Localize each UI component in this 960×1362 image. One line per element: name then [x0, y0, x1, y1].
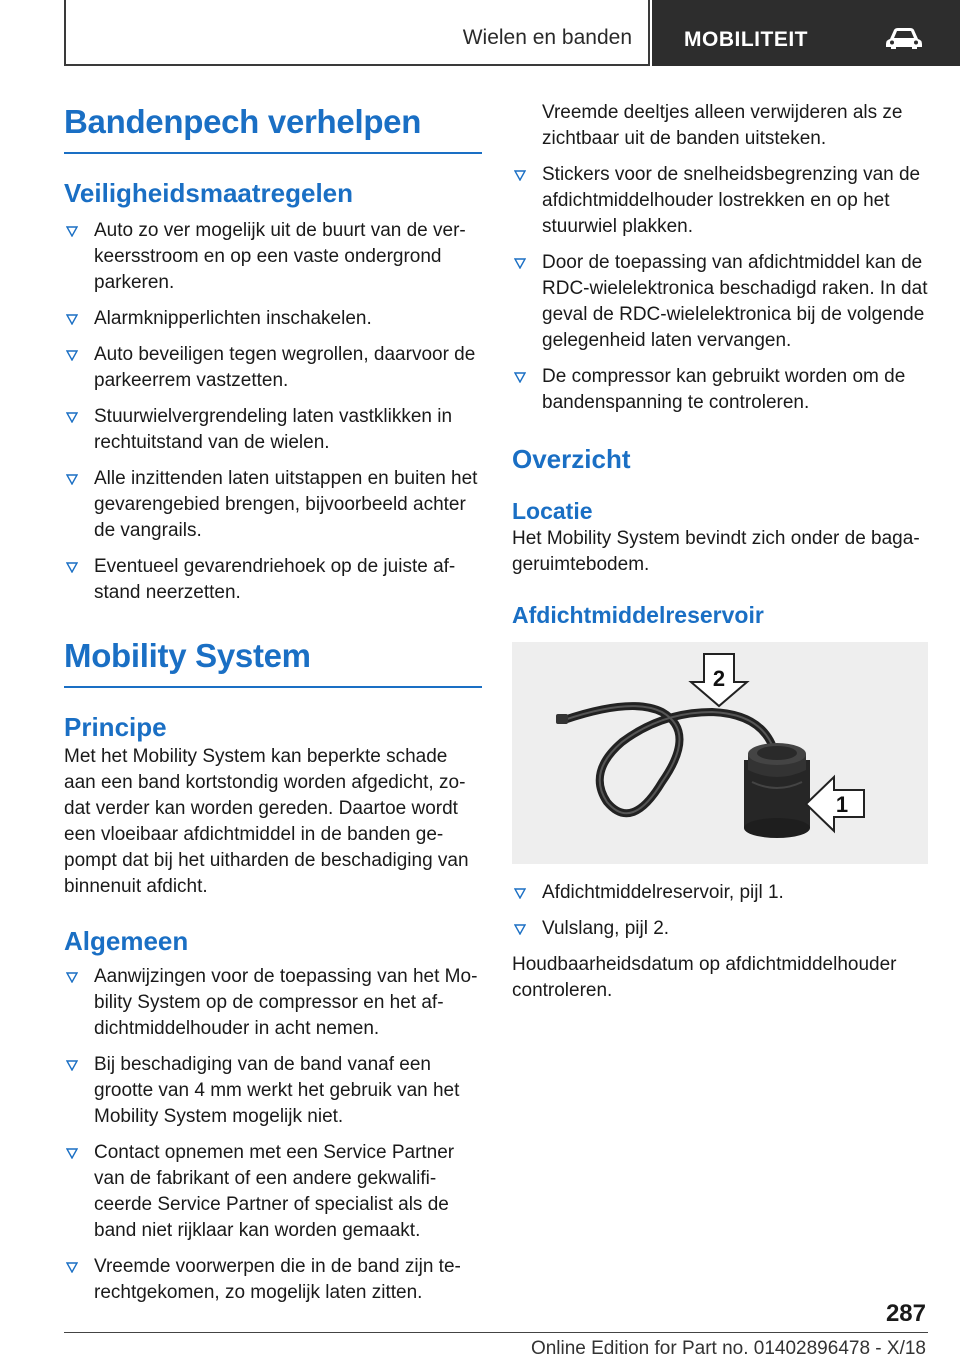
list-item: Vulslang, pijl 2. — [512, 916, 930, 942]
list-item: De compressor kan gebruikt worden om de bandenspanning te controleren. — [512, 364, 930, 416]
figure-legend-list — [512, 880, 930, 942]
header-chapter-tab — [652, 0, 960, 66]
general-list — [64, 964, 482, 1306]
list-item: Auto zo ver mogelijk uit de buurt van de verkeersstroom en op een vaste ondergrond parkeren. — [64, 218, 482, 296]
triangle-bullet-icon — [66, 972, 78, 983]
section-title-flat-tire: Bandenpech verhelpen — [64, 100, 482, 154]
triangle-bullet-icon — [66, 1060, 78, 1071]
page-number: 287 — [885, 1300, 926, 1327]
shelf-life-text: Houdbaarheidsdatum op afdichtmiddelhouder controleren. — [512, 954, 897, 1001]
triangle-bullet-icon — [514, 924, 526, 935]
triangle-bullet-icon — [66, 1262, 78, 1273]
triangle-bullet-icon — [66, 1148, 78, 1159]
header-chapter-label: MOBILITEIT — [684, 28, 808, 51]
principle-text: Met het Mobility System kan beperkte schade aan een band kortstondig worden afgedicht, zodat verder kan worden gereden. Daartoe wordt een vloeibaar afdichtmiddel in de banden gepompt dat bij het uitharden de beschadiging van binnenuit afdicht. — [64, 746, 469, 897]
list-item: Door de toepassing van afdichtmiddel kan de RDC-wielelektronica beschadigd raken. In dat geval de RDC-wielelektronica bij de volgende gelegenheid laten vervangen. — [512, 250, 930, 354]
triangle-bullet-icon — [514, 170, 526, 181]
heading-safety: Veiligheidsmaatregelen — [64, 178, 354, 208]
arrow-2-label: 2 — [712, 666, 726, 691]
safety-list — [64, 218, 482, 606]
list-item: Eventueel gevarendriehoek op de juiste afstand neerzetten. — [64, 554, 482, 606]
list-item: Vreemde voorwerpen die in de band zijn terechtgekomen, zo mogelijk laten zitten. — [64, 1254, 482, 1306]
triangle-bullet-icon — [66, 314, 78, 325]
heading-overview: Overzicht — [512, 444, 631, 474]
triangle-bullet-icon — [66, 226, 78, 237]
list-item: Alle inzittenden laten uitstappen en buiten het gevarengebied brengen, bijvoorbeeld achter de vangrails. — [64, 466, 482, 544]
footer-divider — [64, 1332, 928, 1333]
list-item: Alarmknipperlichten inschakelen. — [64, 306, 482, 332]
list-item: Stuurwielvergrendeling laten vastklikken in rechtuitstand van de wielen. — [64, 404, 482, 456]
left-column — [64, 100, 482, 1316]
list-item: Aanwijzingen voor de toepassing van het Mobility System op de compressor en het afdichtmiddelhouder in acht nemen. — [64, 964, 482, 1042]
list-item: Stickers voor de snelheidsbegrenzing van de afdichtmiddelhouder lostrekken en op het stuurwiel plakken. — [512, 162, 930, 240]
arrow-1-label: 1 — [835, 792, 849, 817]
page-header — [64, 0, 960, 66]
list-item: Bij beschadiging van de band vanaf een grootte van 4 mm werkt het gebruik van het Mobility System mogelijk niet. — [64, 1052, 482, 1130]
heading-general: Algemeen — [64, 926, 189, 956]
location-text: Het Mobility System bevindt zich onder de bagageruimtebodem. — [512, 528, 920, 575]
triangle-bullet-icon — [66, 350, 78, 361]
heading-location: Locatie — [512, 498, 593, 524]
heading-sealant-reservoir: Afdichtmiddelreservoir — [512, 602, 764, 628]
list-item: Contact opnemen met een Service Partner van de fabrikant of een andere gekwalificeerde Service Partner of specialist als de band niet rijklaar kan worden gemaakt. — [64, 1140, 482, 1244]
triangle-bullet-icon — [66, 474, 78, 485]
footer-edition: Online Edition for Part no. 01402896478 - X/18 — [530, 1338, 926, 1359]
sealant-reservoir-illustration — [512, 642, 928, 864]
car-icon — [884, 25, 924, 51]
notes-list — [512, 162, 930, 416]
triangle-bullet-icon — [514, 888, 526, 899]
triangle-bullet-icon — [66, 412, 78, 423]
header-section-box — [64, 0, 650, 66]
triangle-bullet-icon — [66, 562, 78, 573]
header-section-title: Wielen en banden — [462, 26, 632, 49]
right-column — [512, 100, 930, 1004]
sealant-reservoir-figure — [512, 642, 928, 864]
triangle-bullet-icon — [514, 258, 526, 269]
section-title-mobility-system: Mobility System — [64, 634, 482, 688]
heading-principle: Principe — [64, 712, 167, 742]
list-item: Auto beveiligen tegen wegrollen, daarvoor de parkeerrem vastzetten. — [64, 342, 482, 394]
continued-list-text: Vreemde deeltjes alleen verwijderen als ze zichtbaar uit de banden uitsteken. — [542, 102, 903, 149]
list-item: Afdichtmiddelreservoir, pijl 1. — [512, 880, 930, 906]
triangle-bullet-icon — [514, 372, 526, 383]
